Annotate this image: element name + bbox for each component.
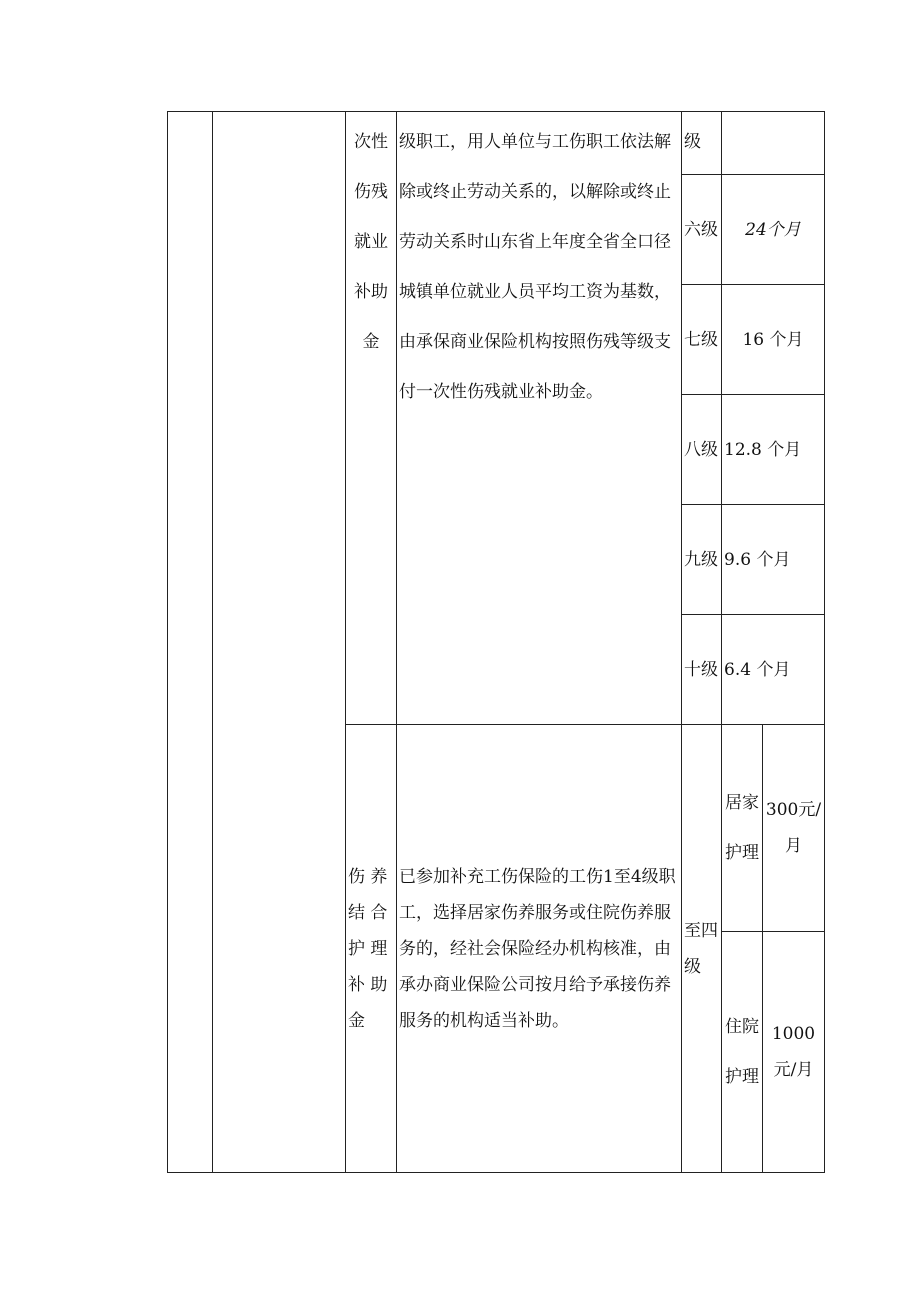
months-cell: 24个月 — [722, 175, 825, 285]
months-cell: 6.4 个月 — [722, 615, 825, 725]
grade-cell: 六级 — [682, 175, 722, 285]
nursing-care-subsidy-description: 已参加补充工伤保险的工伤1至4级职工，选择居家伤养服务或住院伤养服务的，经社会保险经办机构核准，由承办商业保险公司按月给予承接伤养服务的机构适当补助。 — [397, 725, 682, 1173]
blank-column-1 — [168, 112, 213, 1173]
name-line: 护 理 — [348, 938, 388, 959]
name-line: 金 — [348, 1010, 365, 1031]
grade-cell: 十级 — [682, 615, 722, 725]
months-cell: 9.6 个月 — [722, 505, 825, 615]
grade-cell: 八级 — [682, 395, 722, 505]
name-line: 伤 养 — [348, 866, 388, 887]
blank-column-2 — [213, 112, 346, 1173]
care-type-cell: 居家护理 — [722, 725, 763, 932]
months-cell: 16 个月 — [722, 285, 825, 395]
subsidy-table — [167, 111, 825, 1173]
grade-cell: 九级 — [682, 505, 722, 615]
disability-employment-subsidy-description: 级职工，用人单位与工伤职工依法解除或终止劳动关系的，以解除或终止劳动关系时山东省上年度全省全口径城镇单位就业人员平均工资为基数，由承保商业保险机构按照伤残等级支付一次性伤残就业补助金。 — [397, 112, 682, 725]
months-cell: 12.8 个月 — [722, 395, 825, 505]
nursing-care-subsidy-name — [346, 725, 397, 1173]
grade-cell: 七级 — [682, 285, 722, 395]
care-amount-cell: 1000元/月 — [763, 932, 825, 1173]
grade-cell: 级 — [682, 112, 722, 175]
care-type-cell: 住院护理 — [722, 932, 763, 1173]
disability-employment-subsidy-name: 次性伤残就业补助金 — [346, 112, 397, 725]
months-cell — [722, 112, 825, 175]
grade-cell: 至四级 — [682, 725, 722, 1173]
name-line: 补 助 — [348, 974, 388, 995]
name-line: 结 合 — [348, 902, 388, 923]
care-amount-cell: 300元/月 — [763, 725, 825, 932]
